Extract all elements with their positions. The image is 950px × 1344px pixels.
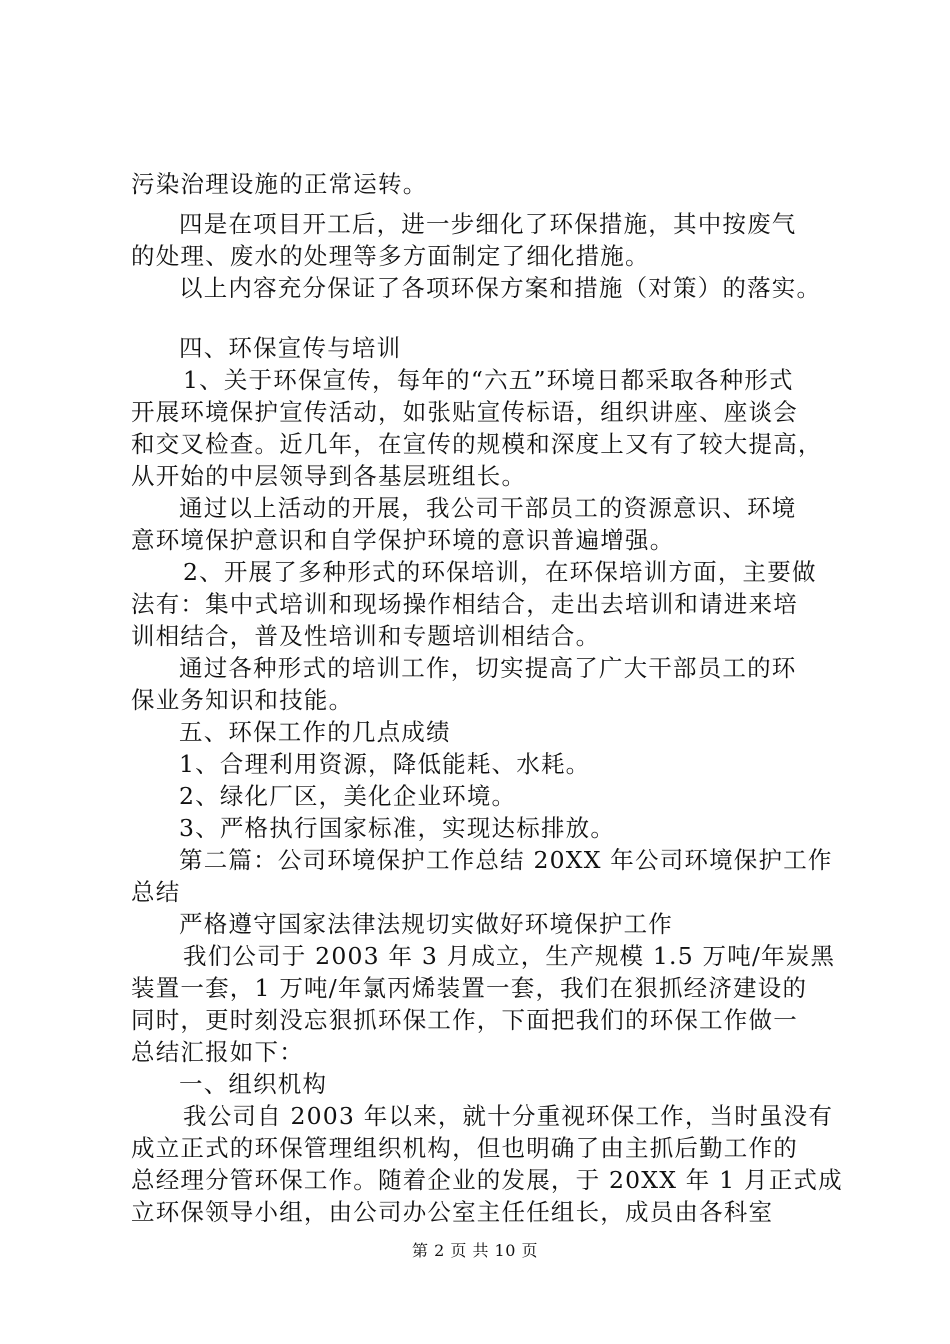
text-line: 训相结合，普及性培训和专题培训相结合。 [131,622,601,650]
text-line: 以上内容充分保证了各项环保方案和措施（对策）的落实。 [179,274,822,302]
text-line: 的处理、废水的处理等多方面制定了细化措施。 [131,242,650,270]
text-line: 总结汇报如下： [131,1038,304,1066]
text-line: 总经理分管环保工作。随着企业的发展，于 20XX 年 1 月正式成 [131,1166,843,1194]
text-line: 我公司自 2003 年以来，就十分重视环保工作，当时虽没有 [183,1102,834,1130]
chapter-heading: 总结 [131,878,181,906]
text-line: 和交叉检查。近几年，在宣传的规模和深度上又有了较大提高， [131,430,823,458]
text-line: 成立正式的环保管理组织机构，但也明确了由主抓后勤工作的 [131,1134,798,1162]
page-number: 第 2 页 共 10 页 [412,1241,538,1260]
text-line: 2、开展了多种形式的环保培训，在环保培训方面，主要做 [183,558,817,586]
text-line: 意环境保护意识和自学保护环境的意识普遍增强。 [131,526,675,554]
text-line: 四是在项目开工后，进一步细化了环保措施，其中按废气 [179,210,797,238]
text-line: 1、合理利用资源，降低能耗、水耗。 [179,750,591,778]
text-line: 2、绿化厂区，美化企业环境。 [179,782,517,810]
text-line: 从开始的中层领导到各基层班组长。 [131,462,527,490]
section-heading: 四、环保宣传与培训 [179,334,402,362]
chapter-subtitle: 严格遵守国家法律法规切实做好环境保护工作 [179,910,673,938]
text-line: 我们公司于 2003 年 3 月成立，生产规模 1.5 万吨/年炭黑 [183,942,836,970]
section-heading: 五、环保工作的几点成绩 [179,718,451,746]
text-line: 装置一套，1 万吨/年氯丙烯装置一套，我们在狠抓经济建设的 [131,974,808,1002]
text-line: 1、关于环保宣传，每年的“六五”环境日都采取各种形式 [183,366,794,394]
text-line: 立环保领导小组，由公司办公室主任任组长，成员由各科室 [131,1198,774,1226]
text-line: 污染治理设施的正常运转。 [131,170,428,198]
text-line: 通过以上活动的开展，我公司干部员工的资源意识、环境 [179,494,797,522]
text-line: 3、严格执行国家标准，实现达标排放。 [179,814,616,842]
text-line: 通过各种形式的培训工作，切实提高了广大干部员工的环 [179,654,797,682]
text-line: 开展环境保护宣传活动，如张贴宣传标语，组织讲座、座谈会 [131,398,798,426]
text-line: 法有：集中式培训和现场操作相结合，走出去培训和请进来培 [131,590,798,618]
chapter-heading: 第二篇：公司环境保护工作总结 20XX 年公司环境保护工作 [179,846,833,874]
text-line: 同时，更时刻没忘狠抓环保工作，下面把我们的环保工作做一 [131,1006,798,1034]
section-heading: 一、组织机构 [179,1070,328,1098]
text-line: 保业务知识和技能。 [131,686,354,714]
